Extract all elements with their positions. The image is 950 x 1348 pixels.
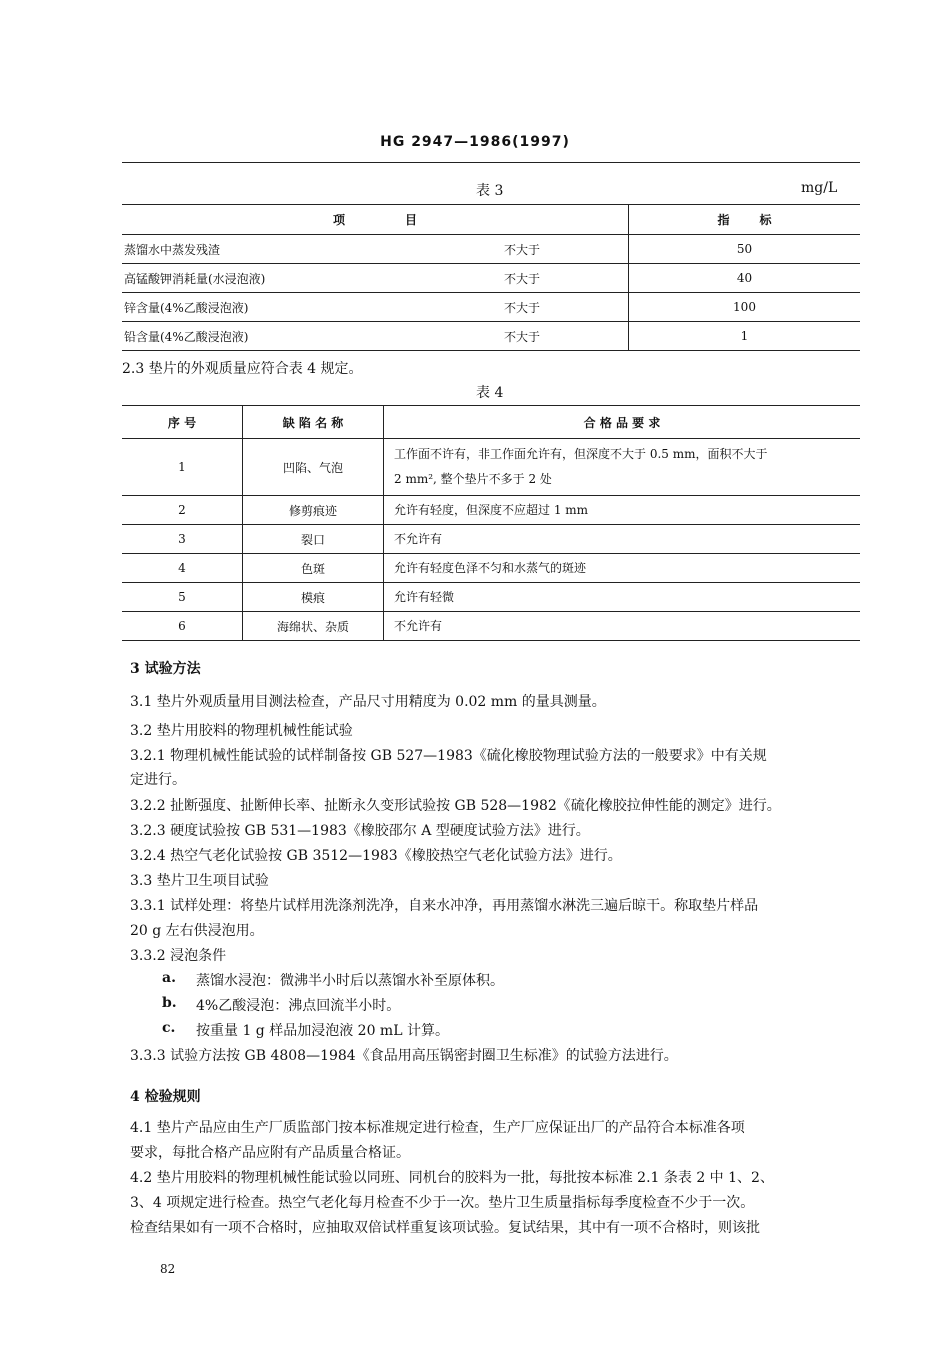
table4-req: 允许有轻度色泽不匀和水蒸气的斑迹 xyxy=(384,554,861,583)
section3-title: 3 试验方法 xyxy=(130,661,201,677)
table-row xyxy=(122,235,860,264)
table4-req: 允许有轻度，但深度不应超过 1 mm xyxy=(384,496,861,525)
para-3-2-3: 3.2.3 硬度试验按 GB 531—1983《橡胶邵尔 A 型硬度试验方法》进行。 xyxy=(130,823,590,839)
table4-req: 允许有轻微 xyxy=(384,583,861,612)
item-b: 4%乙酸浸泡：沸点回流半小时。 xyxy=(196,998,401,1014)
item-c-label: c. xyxy=(162,1020,176,1036)
table4-name: 凹陷、气泡 xyxy=(243,439,384,496)
table-row xyxy=(122,496,860,525)
table4-no: 4 xyxy=(122,554,243,583)
document-code: HG 2947—1986(1997) xyxy=(380,134,570,150)
table4-req: 工作面不许有，非工作面允许有，但深度不大于 0.5 mm，面积不大于 xyxy=(394,447,768,461)
item-a-label: a. xyxy=(162,970,176,986)
table3-note: 不大于 xyxy=(504,242,541,257)
table-row xyxy=(122,612,860,641)
para-3-3-1-cont: 20 g 左右供浸泡用。 xyxy=(130,923,264,939)
para-4-2: 4.2 垫片用胶料的物理机械性能试验以同班、同机台的胶料为一批，每批按本标准 2.1 条表 2 中 1、2、 xyxy=(130,1170,774,1186)
table-row xyxy=(122,525,860,554)
table3-item: 铅含量(4%乙酸浸泡液) xyxy=(124,329,249,344)
table4-no: 1 xyxy=(122,439,243,496)
table4-header xyxy=(122,406,860,439)
table-row xyxy=(122,554,860,583)
table3-item: 蒸馏水中蒸发残渣 xyxy=(124,242,221,257)
para-3-3: 3.3 垫片卫生项目试验 xyxy=(130,873,269,889)
item-b-label: b. xyxy=(162,995,177,1011)
para-4-1: 4.1 垫片产品应由生产厂质监部门按本标准规定进行检查，生产厂应保证出厂的产品符合本标准各项 xyxy=(130,1120,745,1136)
table4-caption: 表 4 xyxy=(476,385,504,401)
table3-value: 40 xyxy=(629,264,861,293)
table-row xyxy=(122,322,860,351)
table4-no: 6 xyxy=(178,619,186,633)
table4-head-req: 合 格 品 要 求 xyxy=(384,406,861,439)
table-row xyxy=(122,583,860,612)
page-number: 82 xyxy=(160,1262,176,1276)
table4-name: 色斑 xyxy=(243,554,384,583)
table3-head-item: 项目 xyxy=(122,205,629,235)
table-row xyxy=(122,293,860,322)
table3-item: 锌含量(4%乙酸浸泡液) xyxy=(124,300,249,315)
para-3-2-2: 3.2.2 扯断强度、扯断伸长率、扯断永久变形试验按 GB 528—1982《硫化橡胶拉伸性能的测定》进行。 xyxy=(130,798,781,814)
table4-name: 海绵状、杂质 xyxy=(243,612,384,641)
table3-value: 1 xyxy=(629,322,861,351)
table3-head-value: 指标 xyxy=(629,205,861,235)
para-4-2-cont: 3、4 项规定进行检查。热空气老化每月检查不少于一次。垫片卫生质量指标每季度检查不少于一次。 xyxy=(130,1195,755,1211)
table4-no: 2 xyxy=(122,496,243,525)
para-3-2-4: 3.2.4 热空气老化试验按 GB 3512—1983《橡胶热空气老化试验方法》进行。 xyxy=(130,848,622,864)
table3-unit: mg/L xyxy=(801,180,838,196)
para-3-3-1: 3.3.1 试样处理：将垫片试样用洗涤剂洗净，自来水冲净，再用蒸馏水淋洗三遍后晾干。称取垫片样品 xyxy=(130,898,759,914)
table4-name: 模痕 xyxy=(243,583,384,612)
table3-note: 不大于 xyxy=(504,300,541,315)
para-2-3: 2.3 垫片的外观质量应符合表 4 规定。 xyxy=(122,361,363,377)
table3-header xyxy=(122,205,860,235)
table4-head-no: 序 号 xyxy=(122,406,243,439)
item-a: 蒸馏水浸泡：微沸半小时后以蒸馏水补至原体积。 xyxy=(196,973,504,989)
para-3-2-1-cont: 定进行。 xyxy=(130,772,186,788)
para-3-2: 3.2 垫片用胶料的物理机械性能试验 xyxy=(130,723,353,739)
table4-no: 3 xyxy=(122,525,243,554)
table-row xyxy=(122,439,860,496)
table3-caption: 表 3 xyxy=(476,183,504,199)
table4-head-name: 缺 陷 名 称 xyxy=(243,406,384,439)
para-3-1: 3.1 垫片外观质量用目测法检查，产品尺寸用精度为 0.02 mm 的量具测量。 xyxy=(130,694,606,710)
para-3-2-1: 3.2.1 物理机械性能试验的试样制备按 GB 527—1983《硫化橡胶物理试验方法的一般要求》中有关规 xyxy=(130,748,767,764)
table3-item: 高锰酸钾消耗量(水浸泡液) xyxy=(124,271,266,286)
para-4-1-cont: 要求，每批合格产品应附有产品质量合格证。 xyxy=(130,1145,410,1161)
table4-req: 不允许有 xyxy=(384,525,861,554)
table-row xyxy=(122,264,860,293)
table3-note: 不大于 xyxy=(504,329,541,344)
table3 xyxy=(122,204,860,351)
table3-value: 100 xyxy=(629,293,861,322)
table4-name: 修剪痕迹 xyxy=(243,496,384,525)
header-rule xyxy=(122,162,860,163)
table4-name: 裂口 xyxy=(243,525,384,554)
section4-title: 4 检验规则 xyxy=(130,1089,201,1105)
para-4-2-cont2: 检查结果如有一项不合格时，应抽取双倍试样重复该项试验。复试结果，其中有一项不合格时，则该批 xyxy=(130,1220,760,1236)
para-3-3-3: 3.3.3 试验方法按 GB 4808—1984《食品用高压锅密封圈卫生标准》的试验方法进行。 xyxy=(130,1048,678,1064)
table4-req: 不允许有 xyxy=(384,612,861,641)
item-c: 按重量 1 g 样品加浸泡液 20 mL 计算。 xyxy=(196,1023,449,1039)
para-3-3-2: 3.3.2 浸泡条件 xyxy=(130,948,227,964)
table3-note: 不大于 xyxy=(504,271,541,286)
table4 xyxy=(122,405,860,641)
table4-no: 5 xyxy=(122,583,243,612)
table4-req-cont: 2 mm², 整个垫片不多于 2 处 xyxy=(394,472,552,486)
table3-value: 50 xyxy=(629,235,861,264)
